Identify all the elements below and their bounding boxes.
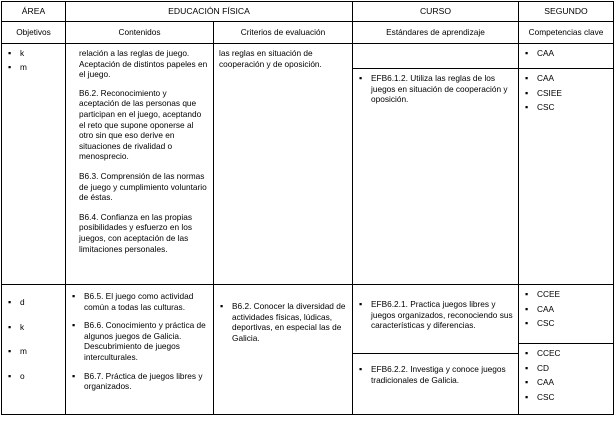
col-objetivos: Objetivos <box>2 22 66 44</box>
block2-row <box>2 285 614 415</box>
competencia-group <box>519 68 613 120</box>
competencia-group <box>519 343 613 409</box>
area-label: ÁREA <box>2 2 66 22</box>
block2-objetivos <box>2 285 66 415</box>
curriculum-table <box>1 1 614 415</box>
col-estandares: Estándares de aprendizaje <box>353 22 519 44</box>
objetivo-item: ▪ o <box>7 371 60 382</box>
estandar-empty <box>353 44 518 68</box>
contenido-item: ▪ B6.5. El juego como actividad común a todas las culturas. <box>71 291 208 312</box>
objetivo-item: ▪ m <box>7 62 60 73</box>
competencia-item: ▪ CSIEE <box>524 88 608 99</box>
objetivo-item: ▪ m <box>7 346 60 357</box>
competencia-item: ▪ CCEC <box>524 348 608 359</box>
contenido-text: B6.3. Comprensión de las normas de juego y cumplimiento voluntario de éstas. <box>79 170 207 203</box>
subject-title: EDUCACIÓN FÍSICA <box>66 2 353 22</box>
objetivo-item: ▪ k <box>7 322 60 333</box>
competencia-item: ▪ CAA <box>524 48 608 59</box>
objetivo-item: ▪ d <box>7 297 60 308</box>
contenido-item: ▪ B6.7. Práctica de juegos libres y organizados. <box>71 371 208 392</box>
competencia-group <box>519 285 613 343</box>
competencia-item: ▪ CAA <box>524 304 608 315</box>
objetivo-item: ▪ k <box>7 48 60 59</box>
contenido-text: B6.4. Confianza en las propias posibilidades y esfuerzo en los juegos, con aceptación de las limitaciones personales. <box>79 211 193 254</box>
competencia-item: ▪ CAA <box>524 73 608 84</box>
competencia-item: ▪ CCEE <box>524 289 608 300</box>
contenido-item: ▪ B6.6. Conocimiento y práctica de algunos juegos de Galicia. Descubrimiento de juegos interculturales. <box>71 320 208 362</box>
block1-estandares <box>353 44 519 285</box>
block2-competencias <box>519 285 614 415</box>
estandar-item: ▪ EFB6.2.2. Investiga y conoce juegos tradicionales de Galicia. <box>353 353 518 389</box>
course-label: CURSO <box>353 2 519 22</box>
col-criterios: Criterios de evaluación <box>214 22 353 44</box>
contenido-text: B6.2. Reconocimiento y aceptación de las personas que participan en el juego, aceptando el reto que supone oponerse al otro sin que eso derive en situaciones de rivalidad o menosprecio. <box>79 87 202 162</box>
competencia-item: ▪ CAA <box>524 377 608 388</box>
competencia-item: ▪ CSC <box>524 102 608 113</box>
block2-criterios <box>214 285 353 415</box>
col-competencias: Competencias clave <box>519 22 614 44</box>
estandar-item: ▪ EFB6.1.2. Utiliza las reglas de los juegos en situación de cooperación y oposición. <box>353 68 518 109</box>
competencia-item: ▪ CD <box>524 363 608 374</box>
block1-competencias <box>519 44 614 285</box>
column-header-row <box>2 22 614 44</box>
block1-contenidos <box>66 44 214 285</box>
col-contenidos: Contenidos <box>66 22 214 44</box>
criterio-text: las reglas en situación de cooperación y de oposición. <box>219 48 322 69</box>
block1-criterios <box>214 44 353 285</box>
block1-objetivos <box>2 44 66 285</box>
estandar-item: ▪ EFB6.2.1. Practica juegos libres y juegos organizados, reconociendo sus características y diferencias. <box>353 285 518 353</box>
competencia-item: ▪ CSC <box>524 318 608 329</box>
criterio-item: ▪ B6.2. Conocer la diversidad de actividades físicas, lúdicas, deportivas, en especial las de Galicia. <box>219 301 347 343</box>
competencia-group <box>519 44 613 68</box>
block1-row <box>2 44 614 285</box>
block2-estandares <box>353 285 519 415</box>
course-value: SEGUNDO <box>519 2 614 22</box>
block2-contenidos <box>66 285 214 415</box>
competencia-item: ▪ CSC <box>524 392 608 403</box>
header-row <box>2 2 614 22</box>
contenido-text: relación a las reglas de juego. Aceptación de distintos papeles en el juego. <box>79 48 208 80</box>
